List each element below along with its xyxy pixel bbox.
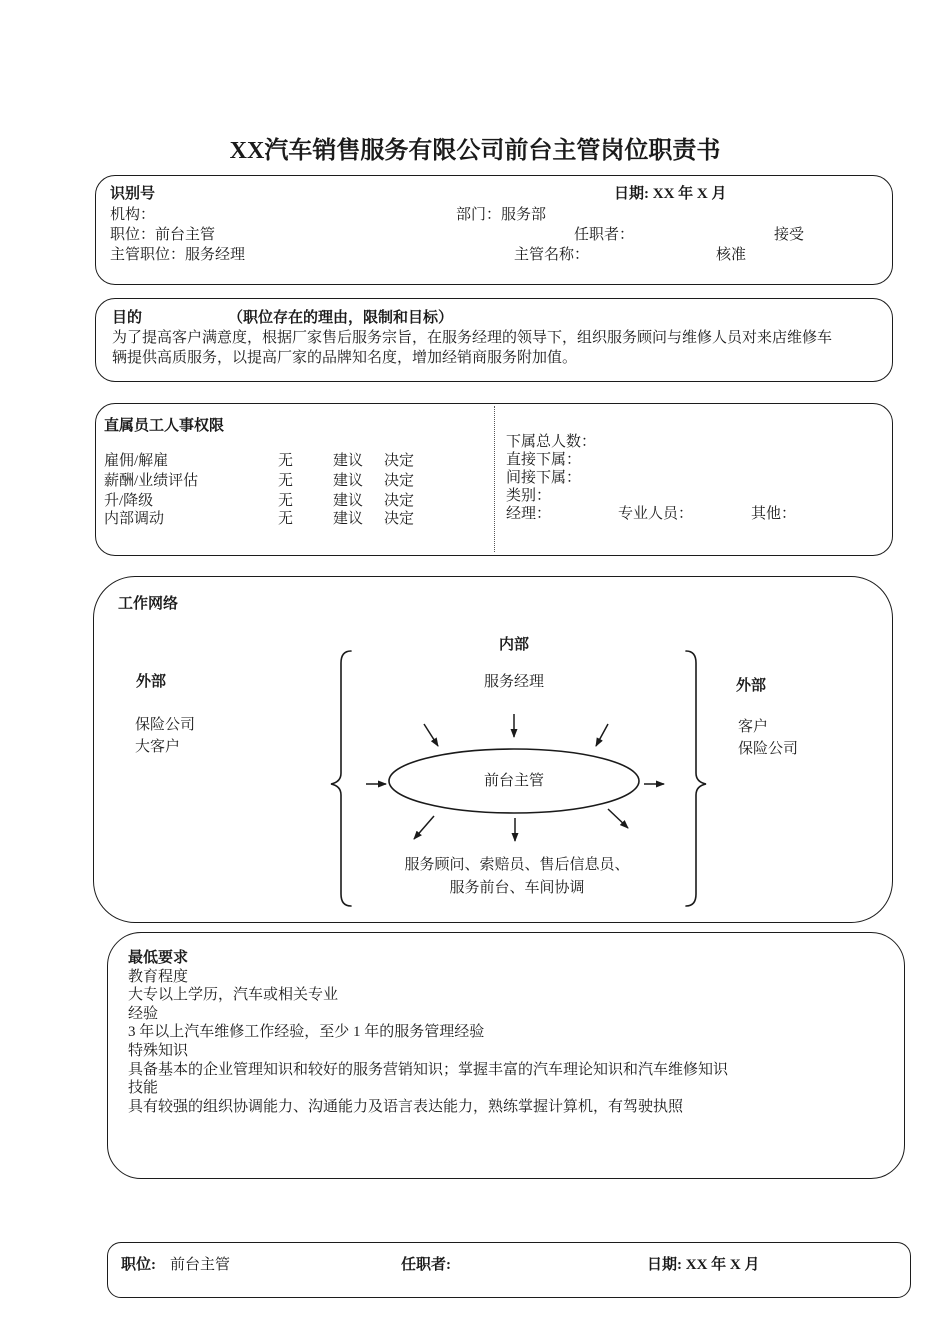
dotted-divider: [494, 406, 495, 552]
category-label: 类别：: [506, 488, 552, 504]
top-node-label: 服务经理: [483, 674, 545, 690]
authority-option: 建议: [333, 511, 364, 527]
external-right-item: 客户: [738, 719, 769, 735]
id-box: [95, 175, 893, 285]
arrow-lower-right: [608, 809, 628, 828]
right-brace: [686, 651, 706, 906]
manager-label: 经理：: [506, 506, 552, 522]
requirement-line: 具备基本的企业管理知识和较好的服务营销知识；掌握丰富的汽车理论知识和汽车维修知识: [128, 1061, 729, 1078]
id-label: 识别号: [110, 186, 156, 202]
authority-option: 建议: [333, 453, 364, 469]
supervisor-name-label: 主管名称：: [514, 247, 590, 263]
authority-option: 无: [278, 453, 294, 469]
authority-option: 决定: [384, 511, 415, 527]
external-right-label: 外部: [736, 678, 767, 694]
requirements-content: [128, 949, 880, 1116]
external-left-item: 保险公司: [135, 717, 196, 733]
internal-label: 内部: [498, 637, 530, 653]
incumbent-label: 任职者：: [574, 227, 635, 243]
requirement-line: 具有较强的组织协调能力、沟通能力及语言表达能力，熟练掌握计算机，有驾驶执照: [128, 1098, 684, 1115]
arrow-lower-left: [414, 816, 434, 839]
direct-subordinate-label: 直接下属：: [506, 452, 582, 468]
requirements-heading: 最低要求: [128, 950, 189, 966]
supervisor-position: 主管职位：服务经理: [110, 247, 246, 263]
network-heading: 工作网络: [118, 596, 179, 612]
accept-label: 接受: [774, 227, 805, 243]
footer-position-value: 前台主管: [170, 1257, 231, 1273]
other-label: 其他：: [751, 506, 797, 522]
authority-option: 无: [278, 473, 294, 489]
subordinate-total-label: 下属总人数：: [506, 434, 597, 450]
external-left-item: 大客户: [135, 739, 181, 755]
requirements-box: [107, 932, 905, 1179]
subordinates-line2: 服务前台、车间协调: [449, 880, 585, 896]
requirement-line: 大专以上学历，汽车或相关专业: [128, 987, 339, 1004]
authority-box: [95, 403, 893, 556]
dept-label: 部门：服务部: [456, 207, 547, 223]
left-brace: [331, 651, 351, 906]
authority-option: 决定: [384, 453, 415, 469]
requirement-line: 3 年以上汽车维修工作经验，至少 1 年的服务管理经验: [128, 1024, 485, 1041]
footer-incumbent-label: 任职者:: [401, 1257, 451, 1273]
footer-date-label: 日期: XX 年 X 月: [647, 1257, 760, 1273]
position-label: 职位：前台主管: [110, 227, 216, 243]
authority-row-label: 雇佣/解雇: [104, 453, 169, 469]
authority-option: 建议: [333, 473, 364, 489]
arrow-upper-right: [596, 724, 608, 746]
arrow-upper-left: [424, 724, 438, 746]
requirement-line: 教育程度: [128, 968, 189, 985]
purpose-body: 为了提高客户满意度，根据厂家售后服务宗旨，在服务经理的领导下，组织服务顾问与维修人员对来店维修车辆提供高质服务，以提高厂家的品牌知名度，增加经销商服务附加值。: [112, 330, 833, 366]
network-box: [93, 576, 893, 923]
authority-row-label: 升/降级: [104, 493, 154, 509]
purpose-heading-note: （职位存在的理由，限制和目标）: [228, 310, 454, 326]
requirement-line: 技能: [128, 1080, 159, 1097]
external-left-label: 外部: [136, 674, 167, 690]
authority-option: 无: [278, 493, 294, 509]
footer-box: [107, 1242, 911, 1298]
authority-row-label: 薪酬/业绩评估: [104, 473, 199, 489]
authority-option: 建议: [333, 493, 364, 509]
authority-row-label: 内部调动: [104, 511, 165, 527]
indirect-subordinate-label: 间接下属：: [506, 470, 582, 486]
center-node-label: 前台主管: [483, 773, 545, 789]
date-label: 日期: XX 年 X 月: [614, 186, 727, 202]
subordinates-line1: 服务顾问、索赔员、售后信息员、: [404, 857, 630, 873]
external-right-item: 保险公司: [738, 741, 799, 757]
requirement-line: 特殊知识: [128, 1042, 189, 1059]
authority-option: 决定: [384, 493, 415, 509]
authority-option: 无: [278, 511, 294, 527]
professional-label: 专业人员：: [618, 506, 694, 522]
footer-position-label: 职位:: [121, 1257, 156, 1273]
org-label: 机构：: [110, 207, 156, 223]
authority-heading: 直属员工人事权限: [104, 418, 225, 434]
purpose-heading: 目的: [112, 310, 143, 326]
page-title: XX汽车销售服务有限公司前台主管岗位职责书: [229, 138, 721, 164]
authority-option: 决定: [384, 473, 415, 489]
requirement-line: 经验: [128, 1005, 159, 1022]
purpose-box: [95, 298, 893, 382]
approve-label: 核准: [716, 247, 747, 263]
